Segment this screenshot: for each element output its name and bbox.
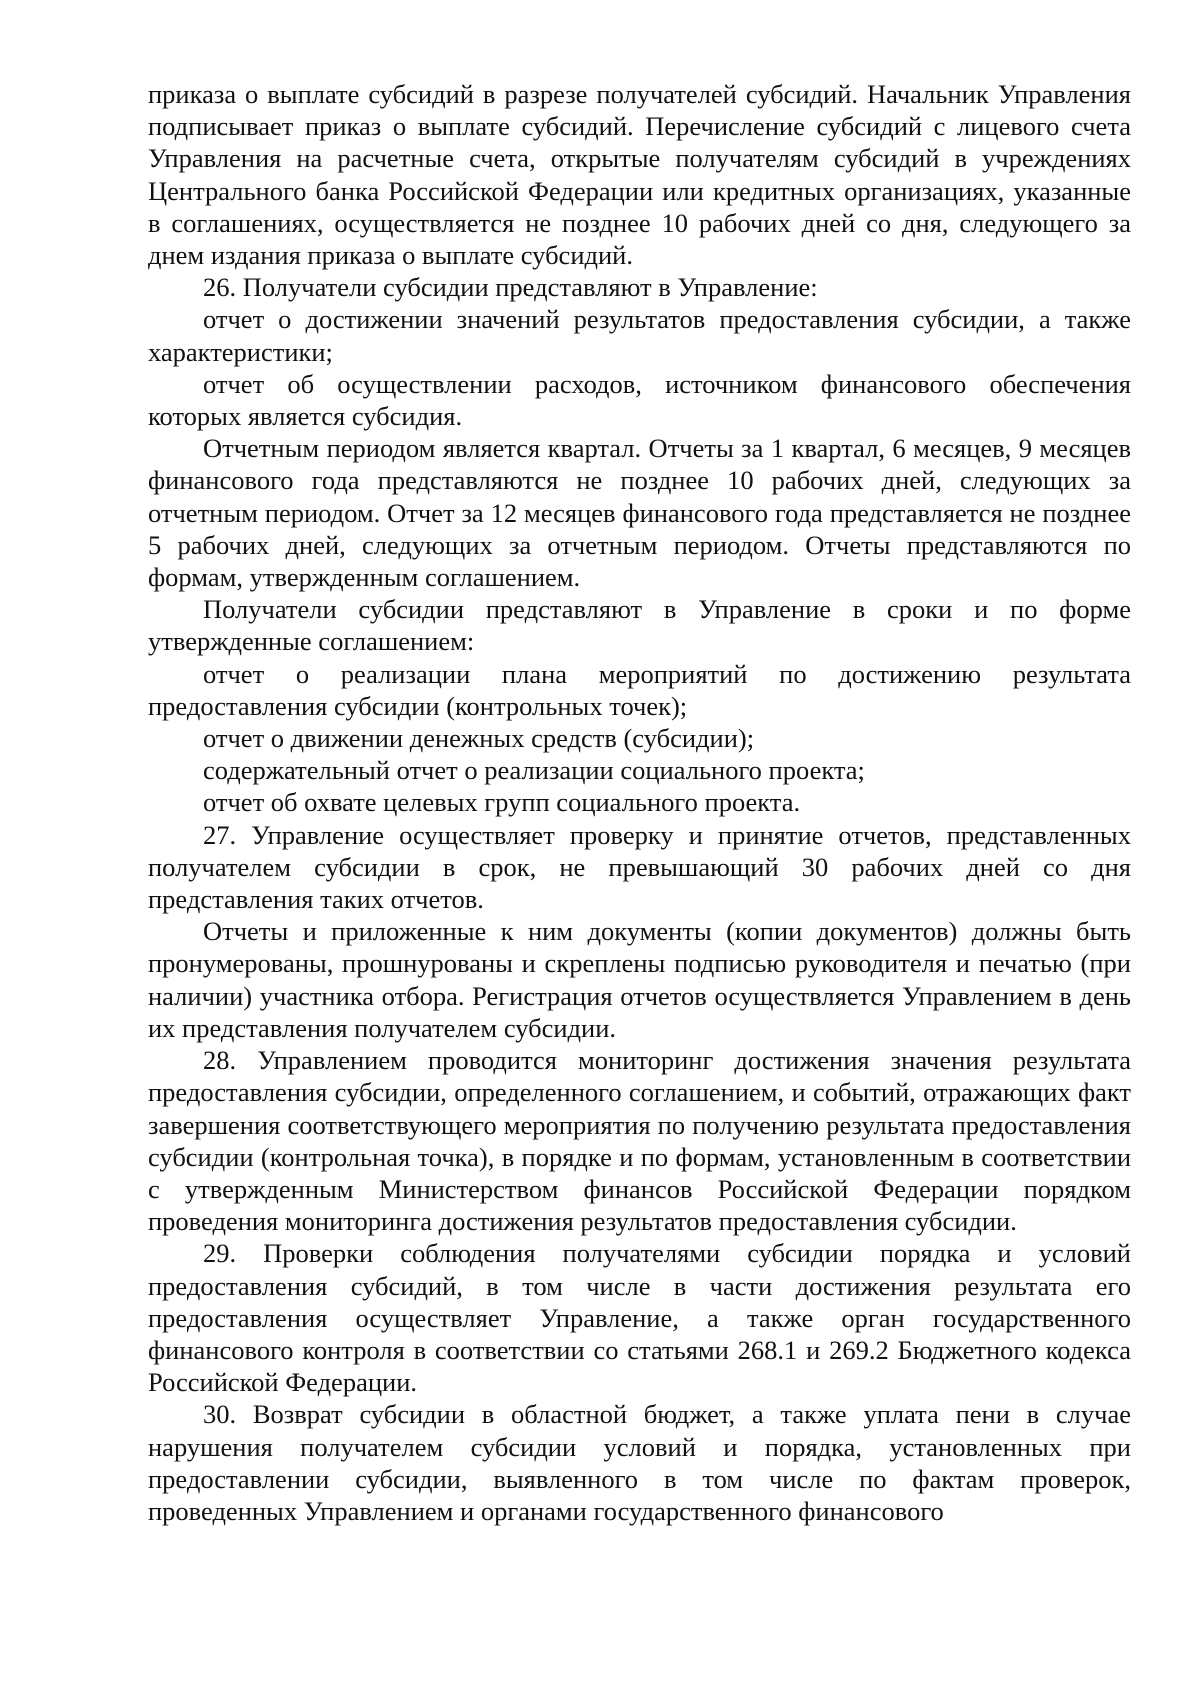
paragraph-27: 27. Управление осуществляет проверку и принятие отчетов, представленных получателем субсидии в срок, не превышающий 30 рабочих дней со дня представления таких отчетов.: [148, 819, 1131, 915]
paragraph-report-item-1: отчет о реализации плана мероприятий по достижению результата предоставления субсидии (контрольных точек);: [148, 658, 1131, 721]
paragraph-26-item-1: отчет о достижении значений результатов предоставления субсидии, а также характеристики;: [148, 304, 1131, 367]
paragraph-report-item-2: отчет о движении денежных средств (субсидии);: [203, 723, 755, 754]
paragraph-reporting-period: Отчетным периодом является квартал. Отчеты за 1 квартал, 6 месяцев, 9 месяцев финансового года представляются не позднее 10 рабочих дней, следующих за отчетным периодом. Отчет за 12 месяцев финансового года представляется не позднее 5 рабочих дней, следующих за отчетным периодом. Отчеты представляются по формам, утвержденным соглашением.: [148, 433, 1131, 593]
paragraph-27-documents: Отчеты и приложенные к ним документы (копии документов) должны быть пронумерованы, прошнурованы и скреплены подписью руководителя и печатью (при наличии) участника отбора. Регистрация отчетов осуществляется Управлением в день их представления получателем субсидии.: [148, 916, 1131, 1043]
paragraph-28: 28. Управлением проводится мониторинг достижения значения результата предоставления субсидии, определенного соглашением, и событий, отражающих факт завершения соответствующего мероприятия по получению результата предоставления субсидии (контрольная точка), в порядке и по формам, установленным в соответствии с утвержденным Министерством финансов Российской Федерации порядком проведения мониторинга достижения результатов предоставления субсидии.: [148, 1045, 1131, 1237]
paragraph-26-item-2: отчет об осуществлении расходов, источником финансового обеспечения которых является субсидия.: [148, 368, 1131, 432]
paragraph-continuation: приказа о выплате субсидий в разрезе получателей субсидий. Начальник Управления подписывает приказ о выплате субсидий. Перечисление субсидий с лицевого счета Управления на расчетные счета, открытые получателям субсидий в учреждениях Центрального банка Российской Федерации или кредитных организациях, указанные в соглашениях, осуществляется не позднее 10 рабочих дней со дня, следующего за днем издания приказа о выплате субсидий.: [148, 79, 1131, 271]
paragraph-29: 29. Проверки соблюдения получателями субсидии порядка и условий предоставления субсидий, в том числе в части достижения результата его предоставления осуществляет Управление, а также орган государственного финансового контроля в соответствии со статьями 268.1 и 269.2 Бюджетного кодекса Российской Федерации.: [148, 1238, 1131, 1398]
paragraph-report-item-3: содержательный отчет о реализации социального проекта;: [203, 755, 865, 786]
document-page: [148, 78, 1131, 1527]
paragraph-30: 30. Возврат субсидии в областной бюджет, а также уплата пени в случае нарушения получателем субсидии условий и порядка, установленных при предоставлении субсидии, выявленного в том числе по фактам проверок, проведенных Управлением и органами государственного финансового: [148, 1399, 1131, 1526]
paragraph-26: 26. Получатели субсидии представляют в Управление:: [203, 272, 818, 303]
paragraph-report-item-4: отчет об охвате целевых групп социального проекта.: [203, 787, 801, 818]
paragraph-reports-intro: Получатели субсидии представляют в Управление в сроки и по форме утвержденные соглашением:: [148, 594, 1131, 657]
